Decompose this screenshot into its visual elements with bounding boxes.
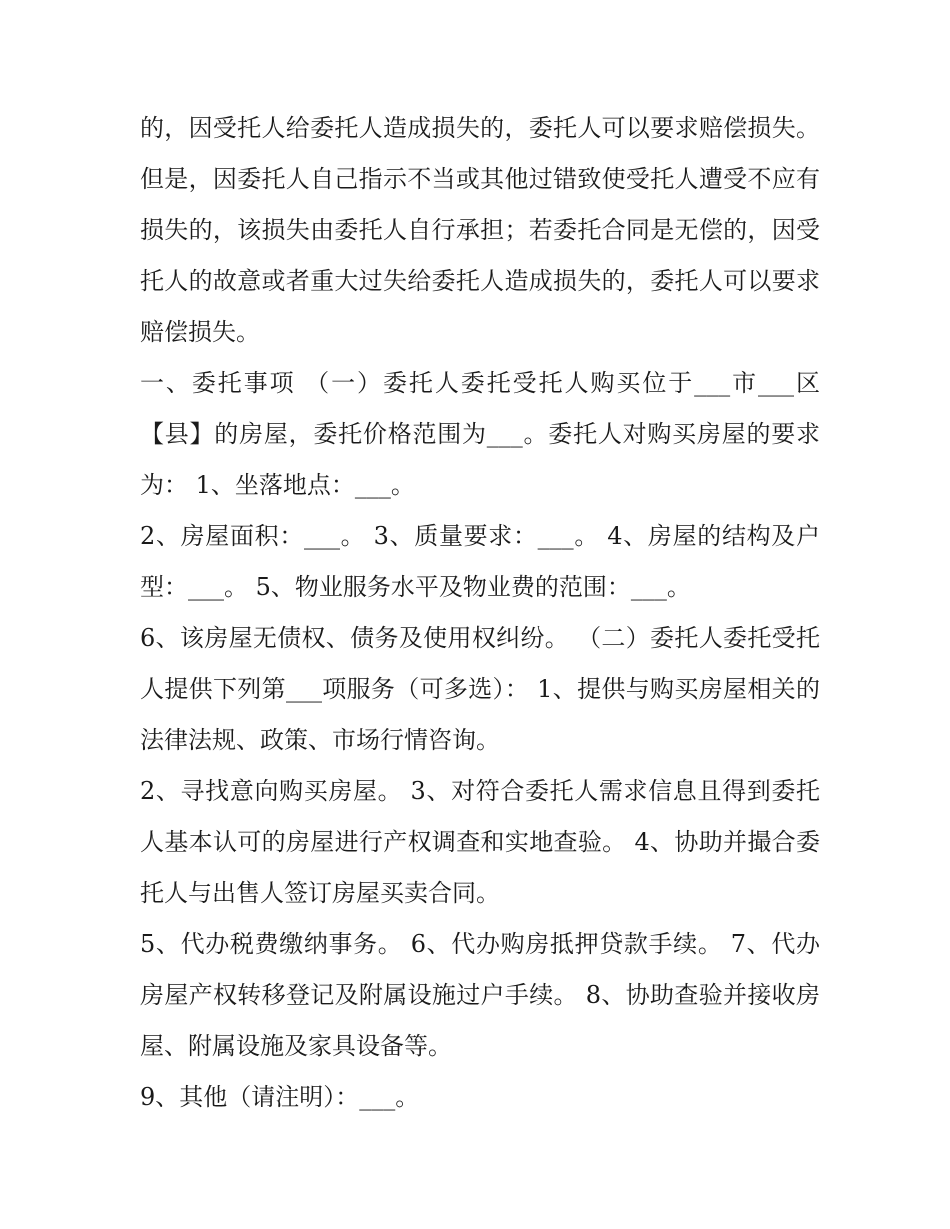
paragraph-services-intro: 6、该房屋无债权、债务及使用权纠纷。 （二）委托人委托受托人提供下列第___项服务（可多选）： 1、提供与购买房屋相关的法律法规、政策、市场行情咨询。 xyxy=(140,624,820,754)
paragraph-services-other: 9、其他（请注明）：___。 xyxy=(140,1083,420,1111)
paragraph-liability: 的，因受托人给委托人造成损失的，委托人可以要求赔偿损失。但是，因委托人自己指示不当或其他过错致使受托人遭受不应有损失的，该损失由委托人自行承担；若委托合同是无偿的，因受托人的故意或者重大过失给委托人造成损失的，委托人可以要求赔偿损失。 xyxy=(140,114,820,346)
paragraph-house-requirements: 2、房屋面积：___。 3、质量要求：___。 4、房屋的结构及户型：___。 5、物业服务水平及物业费的范围：___。 xyxy=(140,522,820,601)
paragraph-services-agency: 5、代办税费缴纳事务。 6、代办购房抵押贷款手续。 7、代办房屋产权转移登记及附属设施过户手续。 8、协助查验并接收房屋、附属设施及家具设备等。 xyxy=(140,930,820,1060)
paragraph-entrusted-matters: 一、委托事项 （一）委托人委托受托人购买位于___市___区【县】的房屋，委托价格范围为___。委托人对购买房屋的要求为： 1、坐落地点：___。 xyxy=(140,369,820,499)
document-body xyxy=(140,103,820,1123)
paragraph-services-search: 2、寻找意向购买房屋。 3、对符合委托人需求信息且得到委托人基本认可的房屋进行产权调查和实地查验。 4、协助并撮合委托人与出售人签订房屋买卖合同。 xyxy=(140,777,820,907)
